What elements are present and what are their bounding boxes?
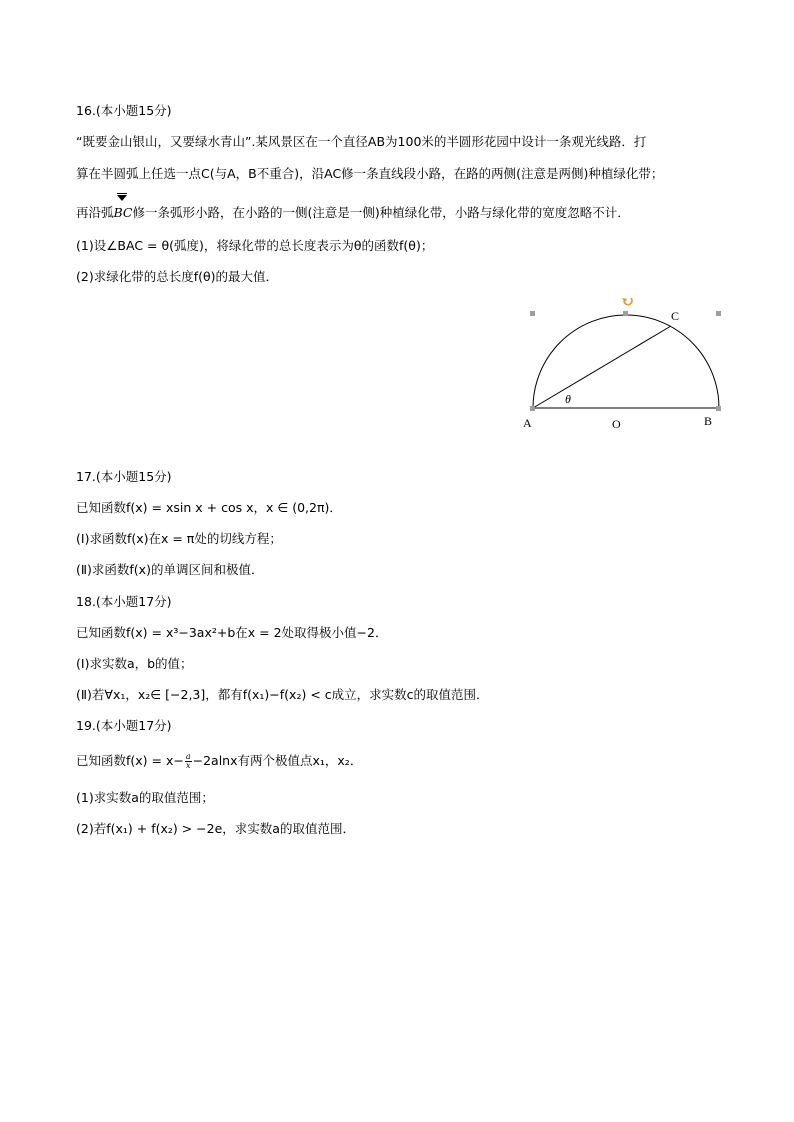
q17-header: 17.(本小题15分) [76, 469, 172, 484]
arc-mark-icon [117, 195, 127, 201]
rotate-handle-icon[interactable] [622, 298, 632, 305]
point-a-label: A [523, 416, 532, 430]
q17-part2: (Ⅱ)求函数f(x)的单调区间和极值． [76, 562, 264, 577]
q16-stem-line3-post: 修一条弧形小路，在小路的一侧(注意是一侧)种植绿化带，小路与绿化带的宽度忽略不计． [132, 205, 630, 220]
point-b-label: B [704, 414, 713, 428]
handle-top-left-icon[interactable] [530, 311, 535, 316]
handle-bottom-right-icon[interactable] [716, 406, 721, 411]
theta-label: θ [565, 392, 571, 406]
handle-top-right-icon[interactable] [716, 311, 721, 316]
q16-stem-line3 [76, 204, 630, 222]
q19-stem-pre: 已知函数f(x) = x− [76, 753, 184, 768]
q18-stem: 已知函数f(x) = x³−3ax²+b在x = 2处取得极小值−2． [76, 625, 388, 640]
q19-part2: (2)若f(x₁) + f(x₂) > −2e，求实数a的取值范围． [76, 821, 355, 836]
segment-ac [533, 326, 671, 408]
q19-stem-post: −2alnx有两个极值点x₁，x₂． [192, 753, 363, 768]
q19-header: 19.(本小题17分) [76, 718, 172, 733]
q16-stem-line2: 算在半圆弧上任选一点C(与A，B不重合)，沿AC修一条直线段小路，在路的两侧(注意是两侧)种植绿化带； [76, 166, 664, 181]
handle-bottom-left-icon[interactable] [530, 406, 535, 411]
q17-part1: (Ⅰ)求函数f(x)在x = π处的切线方程； [76, 531, 282, 546]
q19-stem [76, 752, 362, 770]
q16-header: 16.(本小题15分) [76, 103, 172, 118]
q19-part1: (1)求实数a的取值范围； [76, 790, 214, 805]
handle-top-center-icon[interactable] [623, 311, 628, 316]
q16-stem-line3-pre: 再沿弧 [76, 205, 114, 220]
q16-stem-line1: “既要金山银山，又要绿水青山”.某风景区在一个直径AB为100米的半圆形花园中设计一条观光线路．打 [76, 134, 647, 149]
q18-part2: (Ⅱ)若∀x₁，x₂∈ [−2,3]，都有f(x₁)−f(x₂) < c成立，求实数c的取值范围． [76, 687, 489, 702]
q17-stem: 已知函数f(x) = xsin x + cos x，x ∈ (0,2π)． [76, 500, 342, 515]
point-o-label: O [612, 417, 621, 431]
arc-bc-label: BC [114, 204, 133, 222]
fraction-a-over-x: $\frac{a}{x}$ [185, 752, 191, 770]
q16-part2: (2)求绿化带的总长度f(θ)的最大值． [76, 269, 279, 284]
point-c-label: C [671, 309, 680, 323]
q18-header: 18.(本小题17分) [76, 594, 172, 609]
semicircle-figure [518, 292, 748, 437]
q18-part1: (Ⅰ)求实数a，b的值； [76, 656, 193, 671]
q16-part1: (1)设∠BAC = θ(弧度)，将绿化带的总长度表示为θ的函数f(θ)； [76, 238, 434, 253]
semicircle-arc [533, 315, 719, 408]
